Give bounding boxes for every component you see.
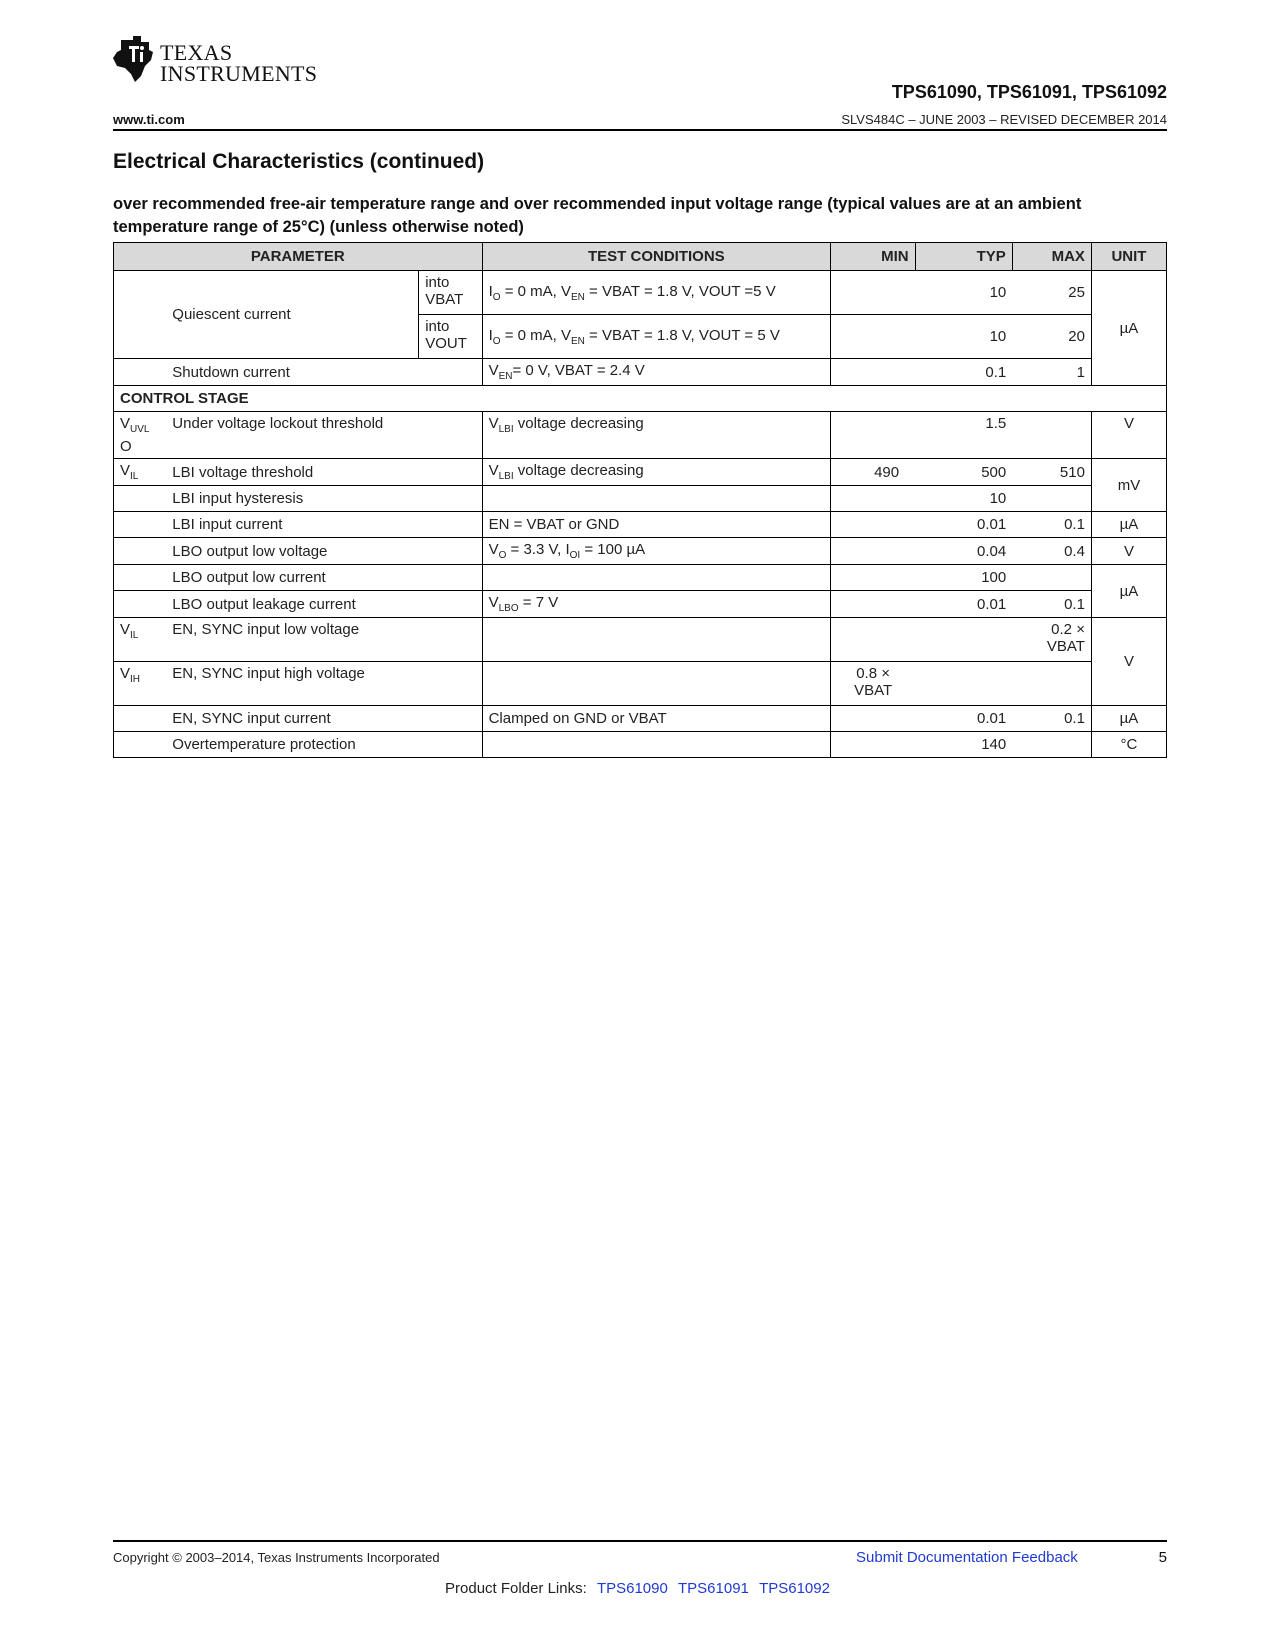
param-cell: Shutdown current: [166, 359, 482, 386]
min-cell: [831, 706, 915, 732]
cond-cell: EN = VBAT or GND: [482, 512, 831, 538]
max-cell: [1012, 565, 1091, 591]
table-row: [114, 271, 1167, 315]
min-cell: [831, 538, 915, 565]
logo-line-1: TEXAS: [160, 40, 233, 65]
unit-cell: V: [1091, 618, 1166, 706]
header-divider: [113, 129, 1167, 131]
ti-logo: [113, 36, 318, 86]
unit-cell: V: [1091, 538, 1166, 565]
table-section-row: [114, 386, 1167, 412]
sub-param-cell: into VBAT: [419, 271, 482, 315]
table-row: [114, 486, 1167, 512]
min-cell: [831, 512, 915, 538]
symbol-cell: $V_{IL}$: [114, 459, 167, 486]
unit-cell: V: [1091, 412, 1166, 459]
max-cell: 1: [1012, 359, 1091, 386]
max-cell: 0.4: [1012, 538, 1091, 565]
table-row: [114, 591, 1167, 618]
param-cell: EN, SYNC input current: [166, 706, 482, 732]
typ-cell: 10: [915, 315, 1012, 359]
cond-cell: [482, 618, 831, 662]
typ-cell: 1.5: [915, 412, 1012, 459]
table-row: [114, 618, 1167, 662]
product-link-tps61091[interactable]: TPS61091: [678, 1580, 749, 1597]
param-cell: Quiescent current: [166, 271, 418, 359]
min-cell: [831, 565, 915, 591]
min-cell: [831, 618, 915, 662]
param-cell: LBI voltage threshold: [166, 459, 482, 486]
typ-cell: [915, 618, 1012, 662]
footer-divider: [113, 1540, 1167, 1542]
table-row: [114, 565, 1167, 591]
param-cell: LBO output low current: [166, 565, 482, 591]
param-cell: LBO output low voltage: [166, 538, 482, 565]
typ-cell: 0.1: [915, 359, 1012, 386]
cond-cell: $I_O = 0$ mA, $V_{EN}$ = VBAT = 1.8 V, VOUT = 5 V: [482, 315, 831, 359]
typ-cell: 0.01: [915, 591, 1012, 618]
max-line-1: 0.2 ×: [1051, 621, 1085, 638]
min-cell: [831, 412, 915, 459]
min-cell: 490: [831, 459, 915, 486]
param-cell: LBI input current: [166, 512, 482, 538]
symbol-cell: [114, 486, 167, 512]
symbol-cell: $V_{IH}$: [114, 662, 167, 706]
header-typ: TYP: [915, 243, 1012, 271]
symbol-cell: $V_{IL}$: [114, 618, 167, 662]
logo-line-2: INSTRUMENTS: [160, 61, 318, 86]
min-line-1: 0.8 ×: [856, 665, 890, 682]
header-min: MIN: [831, 243, 915, 271]
min-cell: [831, 732, 915, 758]
cond-cell: [482, 565, 831, 591]
param-cell: LBI input hysteresis: [166, 486, 482, 512]
max-cell: 0.1: [1012, 591, 1091, 618]
param-cell: EN, SYNC input low voltage: [166, 618, 482, 662]
cond-cell: $V_O = 3.3$ V, $I_{OI} = 100$ µA: [482, 538, 831, 565]
max-cell: 0.1: [1012, 706, 1091, 732]
param-cell: LBO output leakage current: [166, 591, 482, 618]
max-cell: [1012, 412, 1091, 459]
typ-cell: 140: [915, 732, 1012, 758]
unit-cell: mV: [1091, 459, 1166, 512]
table-subtitle: over recommended free-air temperature range and over recommended input voltage range (typical values are at an ambient temperature range of 25°C) (unless otherwise noted): [113, 195, 1082, 236]
cond-cell: $V_{EN}= 0$ V, VBAT = 2.4 V: [482, 359, 831, 386]
ti-logo-icon: [113, 36, 157, 82]
product-link-tps61090[interactable]: TPS61090: [596, 1580, 668, 1597]
max-cell: 20: [1012, 315, 1091, 359]
header-test-conditions: TEST CONDITIONS: [482, 243, 831, 271]
table-row: [114, 412, 1167, 459]
unit-cell: µA: [1091, 706, 1166, 732]
sub-param-cell: into VOUT: [419, 315, 482, 359]
typ-cell: 0.01: [915, 706, 1012, 732]
param-cell: EN, SYNC input high voltage: [166, 662, 482, 706]
symbol-cell: [114, 591, 167, 618]
product-folder-links: [0, 1580, 1275, 1597]
site-url[interactable]: www.ti.com: [113, 112, 185, 127]
part-numbers: TPS61090, TPS61091, TPS61092: [891, 82, 1167, 102]
cond-cell: $V_{LBI}$ voltage decreasing: [482, 412, 831, 459]
min-cell: [831, 359, 915, 386]
typ-cell: [915, 662, 1012, 706]
symbol-cell: [114, 565, 167, 591]
logo-wordmark: [160, 42, 317, 84]
symbol-cell: [114, 512, 167, 538]
unit-cell: °C: [1091, 732, 1166, 758]
symbol-cell: [114, 732, 167, 758]
unit-cell: µA: [1091, 271, 1166, 386]
cond-cell: $V_{LBO} = 7$ V: [482, 591, 831, 618]
min-cell: [831, 486, 915, 512]
cond-cell: $I_O = 0$ mA, $V_{EN}$ = VBAT = 1.8 V, VOUT =5 V: [482, 271, 831, 315]
param-cell: Under voltage lockout threshold: [166, 412, 482, 459]
table-header-row: [114, 243, 1167, 271]
unit-cell: µA: [1091, 512, 1166, 538]
min-cell: [831, 315, 915, 359]
electrical-characteristics-table: [113, 242, 1167, 758]
unit-cell: µA: [1091, 565, 1166, 618]
section-title: Electrical Characteristics (continued): [113, 150, 485, 173]
typ-cell: 0.04: [915, 538, 1012, 565]
header-parameter: PARAMETER: [114, 243, 483, 271]
max-cell: [1012, 486, 1091, 512]
symbol-cell: [114, 359, 167, 386]
min-cell: [831, 591, 915, 618]
table-row: [114, 706, 1167, 732]
typ-cell: 0.01: [915, 512, 1012, 538]
copyright: Copyright © 2003–2014, Texas Instruments Incorporated: [113, 1550, 440, 1565]
section-heading-control-stage: CONTROL STAGE: [114, 386, 1167, 412]
min-line-2: VBAT: [854, 682, 893, 699]
page-number: 5: [1158, 1549, 1167, 1566]
table-row: [114, 538, 1167, 565]
max-line-2: VBAT: [1046, 638, 1085, 655]
max-cell: 0.1: [1012, 512, 1091, 538]
max-cell: 25: [1012, 271, 1091, 315]
typ-cell: 500: [915, 459, 1012, 486]
product-folder-label: Product Folder Links:: [445, 1580, 587, 1597]
table-row: [114, 359, 1167, 386]
table-row: [114, 459, 1167, 486]
typ-cell: 100: [915, 565, 1012, 591]
max-cell: [1012, 732, 1091, 758]
min-cell: [831, 271, 915, 315]
table-row: [114, 662, 1167, 706]
symbol-cell: [114, 706, 167, 732]
param-cell: Overtemperature protection: [166, 732, 482, 758]
min-cell: [831, 662, 915, 706]
header-unit: UNIT: [1091, 243, 1166, 271]
table-row: [114, 732, 1167, 758]
cond-cell: [482, 662, 831, 706]
typ-cell: 10: [915, 486, 1012, 512]
submit-feedback-link[interactable]: Submit Documentation Feedback: [856, 1549, 1078, 1566]
cond-cell: Clamped on GND or VBAT: [482, 706, 831, 732]
max-cell: [1012, 662, 1091, 706]
cond-cell: $V_{LBI}$ voltage decreasing: [482, 459, 831, 486]
document-id: SLVS484C – JUNE 2003 – REVISED DECEMBER 2014: [841, 112, 1167, 127]
symbol-cell: [114, 538, 167, 565]
symbol-cell: [114, 271, 167, 359]
product-link-tps61092[interactable]: TPS61092: [759, 1580, 830, 1597]
header-max: MAX: [1012, 243, 1091, 271]
typ-cell: 10: [915, 271, 1012, 315]
max-cell: 510: [1012, 459, 1091, 486]
table-row: [114, 512, 1167, 538]
cond-cell: [482, 732, 831, 758]
cond-cell: [482, 486, 831, 512]
max-cell: [1012, 618, 1091, 662]
symbol-cell: $V_{UVL}$ O: [114, 412, 167, 459]
